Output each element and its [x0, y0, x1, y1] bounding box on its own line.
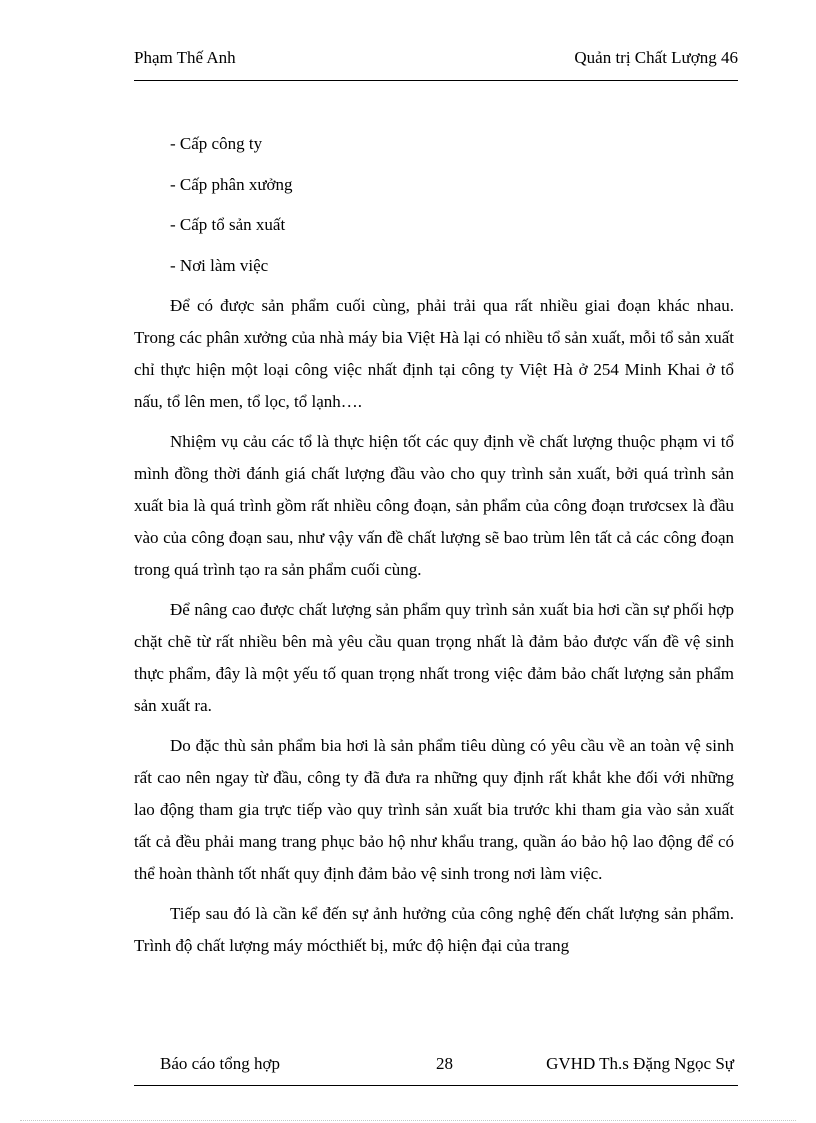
list-item: - Cấp phân xưởng: [170, 174, 293, 194]
paragraph: Tiếp sau đó là cần kể đến sự ảnh hưởng của công nghệ đến chất lượng sản phẩm. Trình độ chất lượng máy mócthiết bị, mức độ hiện đại của trang: [134, 904, 734, 955]
list-item: - Nơi làm việc: [170, 255, 269, 275]
header-author: Phạm Thế Anh: [134, 48, 236, 67]
page-header: [134, 48, 738, 72]
footer-divider: [134, 1085, 738, 1086]
list-item: - Cấp công ty: [170, 134, 263, 153]
page-number: 28: [436, 1054, 453, 1073]
paragraph: Nhiệm vụ cảu các tổ là thực hiện tốt các quy định về chất lượng thuộc phạm vi tổ mình đồng thời đánh giá chất lượng đầu vào cho quy trình sản xuất, bởi quá trình sản xuất bia là quá trình gồm rất nhiều công đoạn, sản phẩm của công đoạn trươcsex là đầu vào của công đoạn sau, như vậy vấn đề chất lượng sẽ bao trùm lên tất cả các công đoạn trong quá trình tạo ra sản phẩm cuối cùng.: [134, 432, 734, 579]
paragraph: Để có được sản phẩm cuối cùng, phải trải qua rất nhiều giai đoạn khác nhau. Trong các phân xưởng của nhà máy bia Việt Hà lại có nhiều tổ sản xuất, mỗi tổ sản xuất chỉ thực hiện một loại công việc nhất định tại công ty Việt Hà ở 254 Minh Khai ở tổ nấu, tổ lên men, tổ lọc, tổ lạnh….: [134, 296, 734, 411]
page-edge-line: [20, 1120, 796, 1121]
header-divider: [134, 80, 738, 81]
paragraph: Để nâng cao được chất lượng sản phẩm quy trình sản xuất bia hơi cần sự phối hợp chặt chẽ từ rất nhiều bên mà yêu cầu quan trọng nhất là đảm bảo được vấn đề vệ sinh thực phẩm, đây là một yếu tố quan trọng nhất trong việc đảm bảo chất lượng sản phẩm sản xuất ra.: [134, 600, 734, 715]
footer-report-label: Báo cáo tổng hợp: [160, 1054, 280, 1073]
header-course-title: Quản trị Chất Lượng 46: [574, 48, 738, 67]
page-footer: [134, 1054, 738, 1078]
footer-supervisor: GVHD Th.s Đặng Ngọc Sự: [546, 1054, 734, 1073]
document-body: [134, 128, 734, 970]
list-item: - Cấp tổ sản xuất: [170, 215, 286, 234]
paragraph: Do đặc thù sản phẩm bia hơi là sản phẩm tiêu dùng có yêu cầu về an toàn vệ sinh rất cao nên ngay từ đầu, công ty đã đưa ra những quy định rất khắt khe đối với những lao động tham gia trực tiếp vào quy trình sản xuất bia trước khi tham gia vào sản xuất tất cả đều phải mang trang phục bảo hộ như khẩu trang, quần áo bảo hộ lao động để có thể hoàn thành tốt nhất quy định đảm bảo vệ sinh trong nơi làm việc.: [134, 736, 734, 883]
